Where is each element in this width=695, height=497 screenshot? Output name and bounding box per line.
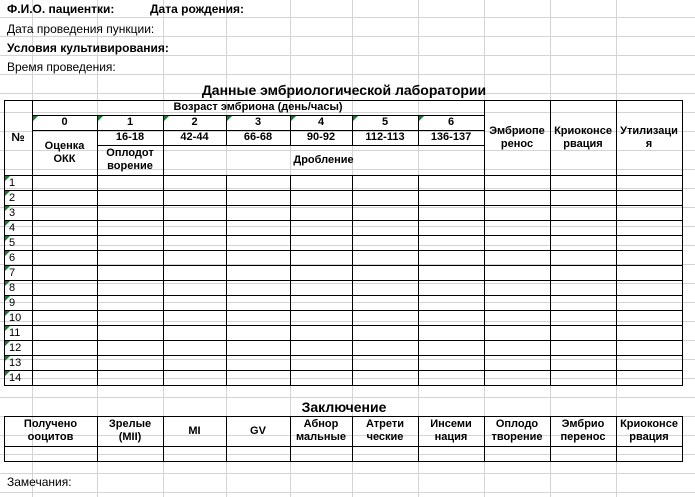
- conclusion-header-4: Абнор мальные: [296, 418, 347, 443]
- conclusion-header-2: MI: [188, 424, 201, 437]
- cell-note-marker: [5, 266, 10, 271]
- day-0-header: 0: [61, 116, 68, 128]
- hours-4-header: 90-92: [306, 131, 336, 143]
- cell-note-marker: [5, 311, 10, 316]
- day-5-header: 5: [381, 116, 389, 128]
- hours-1-header: 16-18: [115, 131, 145, 143]
- row-number: 14: [9, 372, 22, 384]
- remarks-label: Замечания:: [7, 475, 72, 489]
- cell-note-marker: [227, 116, 232, 121]
- row-number: 4: [9, 222, 16, 234]
- hours-3-header: 66-68: [243, 131, 273, 143]
- okk-assessment-header: Оценка ОКК: [44, 139, 85, 165]
- cell-note-marker: [353, 116, 358, 121]
- conclusion-header-5: Атрети ческие: [365, 418, 405, 443]
- row-line: [4, 220, 682, 221]
- lab-table-border: [4, 385, 682, 386]
- cell-note-marker: [419, 116, 424, 121]
- border-line: [682, 416, 683, 462]
- cell-note-marker: [98, 116, 103, 121]
- cleavage-header: Дробление: [293, 153, 354, 166]
- day-6-header: 6: [447, 116, 455, 128]
- day-2-header: 2: [191, 116, 198, 128]
- puncture-date-label: Дата проведения пункции:: [7, 22, 155, 36]
- cell-note-marker: [5, 236, 10, 241]
- utilization-header: Утилизаци я: [620, 124, 678, 150]
- conclusion-header-0: Получено ооцитов: [23, 418, 78, 443]
- row-line: [4, 235, 682, 236]
- conclusion-header-3: GV: [250, 424, 266, 437]
- patient-name-label: Ф.И.О. пациентки:: [7, 2, 115, 16]
- row-line: [4, 325, 682, 326]
- row-line: [4, 310, 682, 311]
- row-line: [4, 340, 682, 341]
- cultivation-label: Условия культивирования:: [7, 41, 169, 55]
- row-number: 3: [9, 207, 16, 219]
- cell-note-marker: [33, 116, 38, 121]
- cell-note-marker: [5, 221, 10, 226]
- cell-note-marker: [5, 326, 10, 331]
- fertilization-header: Оплодот ворение: [106, 147, 154, 172]
- row-number: 7: [9, 267, 16, 279]
- row-number: 9: [9, 297, 16, 309]
- cell-note-marker: [5, 341, 10, 346]
- time-label: Время проведения:: [7, 60, 116, 74]
- row-line: [4, 295, 682, 296]
- row-line: [4, 370, 682, 371]
- row-line: [4, 205, 682, 206]
- row-number: 10: [9, 312, 22, 324]
- cell-note-marker: [291, 116, 296, 121]
- row-number: 11: [9, 327, 21, 339]
- cryopreservation-header: Криоконсе рвация: [554, 124, 612, 150]
- dob-label: Дата рождения:: [150, 2, 245, 16]
- lab-table-border: [682, 100, 683, 386]
- conclusion-header-1: Зрелые (MII): [108, 418, 152, 443]
- day-3-header: 3: [254, 116, 262, 128]
- cell-note-marker: [5, 296, 10, 301]
- conclusion-header-7: Оплодо творение: [491, 418, 543, 443]
- hours-2-header: 42-44: [180, 131, 209, 143]
- cell-note-marker: [5, 371, 10, 376]
- conclusion-header-9: Криоконсе рвация: [620, 418, 678, 443]
- cell-note-marker: [5, 191, 10, 196]
- conclusion-border: [4, 461, 682, 462]
- day-1-header: 1: [126, 116, 134, 128]
- hours-6-header: 136-137: [430, 131, 472, 143]
- row-line: [4, 250, 682, 251]
- border-line: [4, 175, 682, 176]
- conclusion-header-8: Эмбрио перенос: [560, 418, 606, 443]
- num-header: №: [11, 130, 25, 144]
- row-line: [4, 280, 682, 281]
- cell-note-marker: [5, 356, 10, 361]
- row-line: [4, 265, 682, 266]
- conclusion-header-6: Инсеми нация: [430, 418, 472, 443]
- embryo-age-header: Возраст эмбриона (день/часы): [173, 101, 343, 113]
- row-number: 1: [9, 177, 16, 189]
- row-number: 6: [9, 252, 16, 264]
- hours-5-header: 112-113: [365, 131, 405, 143]
- row-number: 2: [9, 192, 16, 204]
- row-line: [4, 355, 682, 356]
- cell-note-marker: [5, 281, 10, 286]
- day-4-header: 4: [317, 116, 325, 128]
- row-number: 5: [9, 237, 16, 249]
- row-number: 8: [9, 282, 16, 294]
- conclusion-title: Заключение: [301, 399, 387, 415]
- row-number: 12: [9, 342, 22, 354]
- cell-note-marker: [5, 206, 10, 211]
- cell-note-marker: [5, 251, 10, 256]
- lab-table-title: Данные эмбриологической лаборатории: [201, 82, 487, 98]
- cell-note-marker: [5, 176, 10, 181]
- embryo-transfer-header: Эмбриопе ренос: [489, 124, 545, 150]
- border-line: [4, 446, 682, 447]
- row-line: [4, 190, 682, 191]
- cell-note-marker: [164, 116, 169, 121]
- row-number: 13: [9, 357, 22, 369]
